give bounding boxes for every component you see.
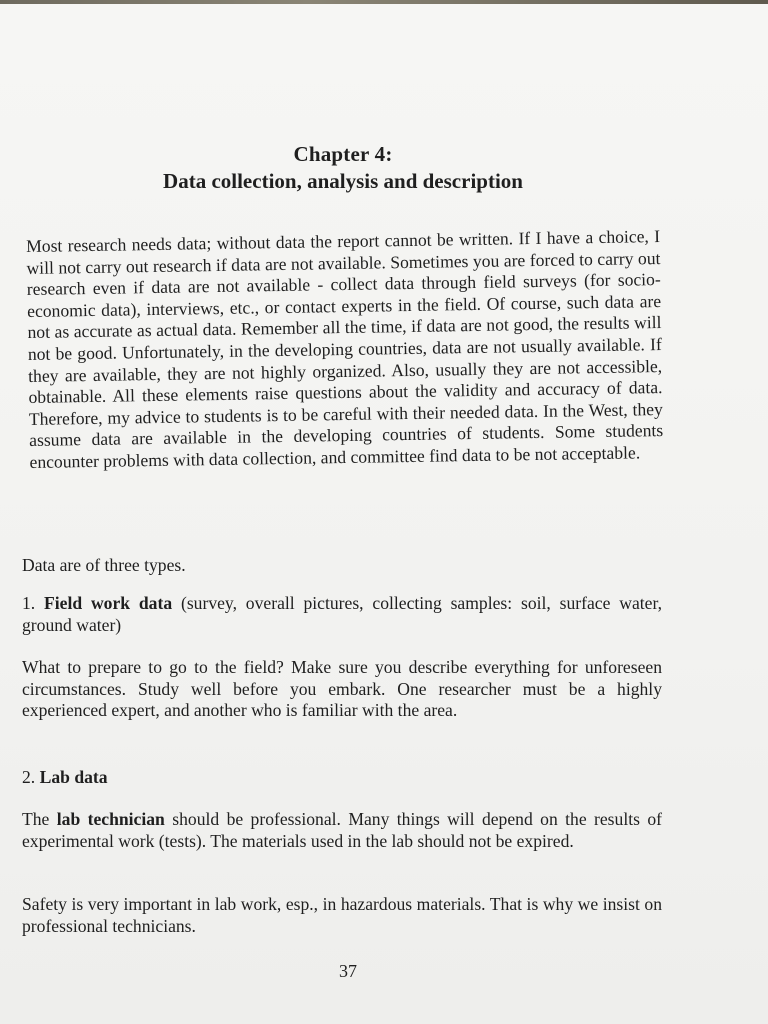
field-prep-paragraph: What to prepare to go to the field? Make sure you describe everything for unforeseen circumstances. Study well before you embark. One researcher must be a highly experienced expert, and another who is familiar with the area. (22, 657, 662, 721)
lab-technician-paragraph (22, 809, 662, 852)
item-lab-data (22, 767, 662, 789)
chapter-label: Chapter 4: (293, 142, 393, 166)
item-field-work-data (22, 593, 662, 636)
item-description: (survey, overall pictures, collecting samples: soil, surface water, ground water) (22, 593, 662, 635)
item-heading-lab-data: Lab data (39, 767, 108, 787)
book-page (0, 4, 768, 1024)
data-types-intro: Data are of three types. (22, 555, 186, 575)
intro-paragraph: Most research needs data; without data the report cannot be written. If I have a choice, I will not carry out research if data are not available. Sometimes you are forced to carry out research even if data are not available - collect data through field surveys (for socio-economic data), interviews, etc., or contact experts in the field. Of course, such data are not as accurate as actual data. Remember all the time, if data are not good, the results will not be good. Unfortunately, in the developing countries, data are not usually available. If they are available, they are not highly organized. Also, usually they are not accessible, obtainable. All these elements raise questions about the validity and accuracy of data. Therefore, my advice to students is to be careful with their needed data. In the West, they assume data are available in the developing countries of students. Some students encounter problems with data collection, and committee find data to be not acceptable. (26, 226, 664, 472)
lab-technician-term: lab technician (56, 809, 165, 829)
page-number: 37 (339, 961, 357, 981)
item-number: 1. (22, 593, 36, 613)
item-number: 2. (22, 767, 36, 787)
chapter-title: Data collection, analysis and description (163, 169, 523, 193)
item-heading-field-work: Field work data (44, 593, 173, 613)
safety-paragraph: Safety is very important in lab work, esp., in hazardous materials. That is why we insist on professional technicians. (22, 894, 662, 936)
lab-text-rest: should be professional. Many things will depend on the results of experimental work (tests). The materials used in the lab should not be expired. (22, 809, 662, 851)
lab-text-pre: The (22, 809, 50, 829)
